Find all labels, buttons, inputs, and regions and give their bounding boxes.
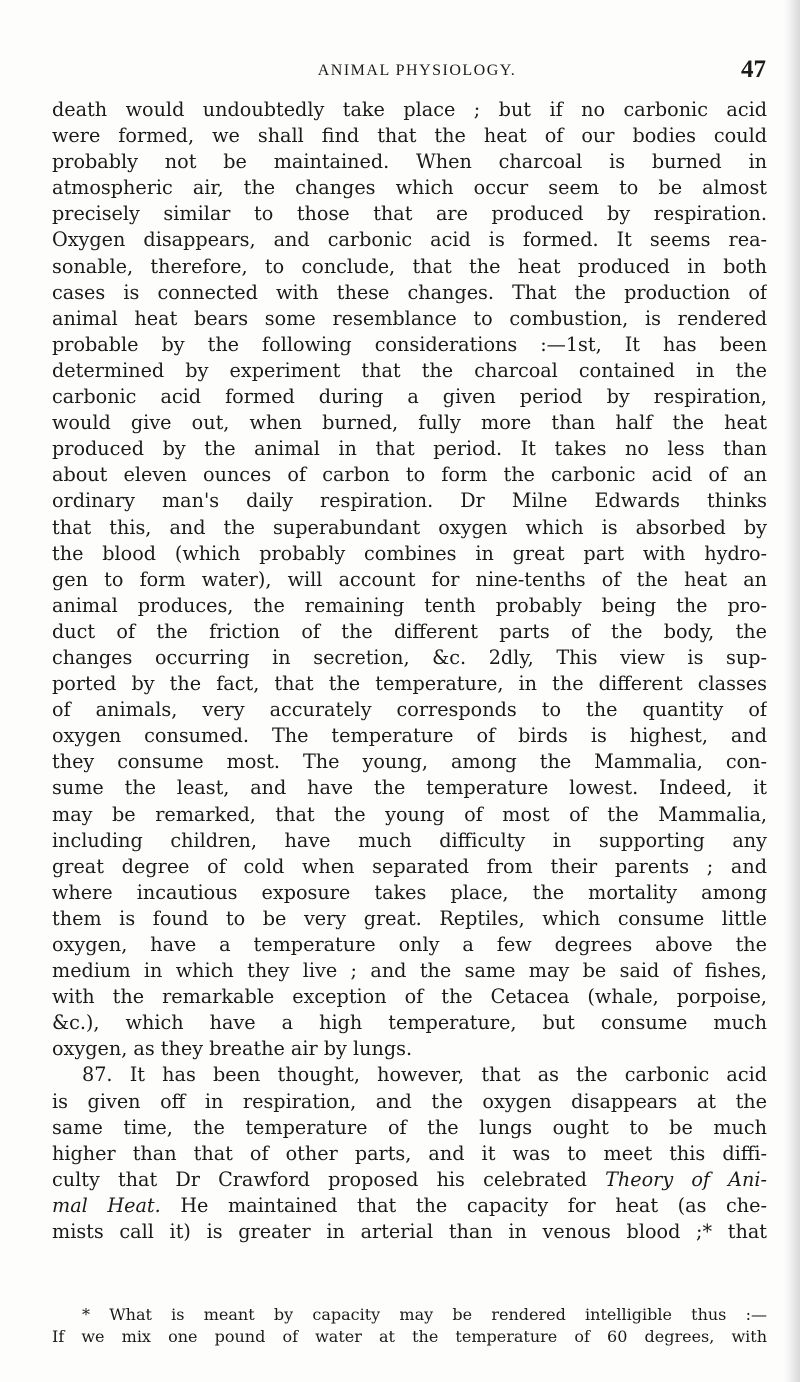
text-line: duct of the friction of the different parts of the body, the xyxy=(52,619,767,643)
text-line: higher than that of other parts, and it was to meet this diffi- xyxy=(52,1141,767,1165)
text-line: carbonic acid formed during a given period by respiration, xyxy=(52,385,767,409)
text-line: ported by the fact, that the temperature, in the different classes xyxy=(52,672,767,696)
footnote xyxy=(52,1304,767,1348)
italic-title: Theory of Ani- xyxy=(605,1167,767,1191)
running-head xyxy=(52,56,782,86)
running-title: ANIMAL PHYSIOLOGY. xyxy=(317,62,517,79)
text-line: Oxygen disappears, and carbonic acid is formed. It seems rea- xyxy=(52,228,767,252)
text-line: culty that Dr Crawford proposed his celebrated Theory of Ani- xyxy=(52,1167,767,1191)
text-line: medium in which they live ; and the same may be said of fishes, xyxy=(52,959,767,983)
text-line: probably not be maintained. When charcoal is burned in xyxy=(52,150,767,174)
text-line: may be remarked, that the young of most of the Mammalia, xyxy=(52,802,767,826)
text-line: about eleven ounces of carbon to form the carbonic acid of an xyxy=(52,463,767,487)
text-line: they consume most. The young, among the Mammalia, con- xyxy=(52,750,767,774)
body-text xyxy=(52,97,767,1245)
text-line: the blood (which probably combines in great part with hydro- xyxy=(52,541,767,565)
text-line: ordinary man's daily respiration. Dr Milne Edwards thinks xyxy=(52,489,767,513)
page-number: 47 xyxy=(741,56,766,83)
text-line: produced by the animal in that period. It takes no less than xyxy=(52,437,767,461)
footnote-line: * What is meant by capacity may be rendered intelligible thus :— xyxy=(82,1305,767,1324)
text-line: them is found to be very great. Reptiles, which consume little xyxy=(52,906,767,930)
text-line: sume the least, and have the temperature lowest. Indeed, it xyxy=(52,776,767,800)
text-line: is given off in respiration, and the oxygen disappears at the xyxy=(52,1089,767,1113)
paragraph-start-line: 87. It has been thought, however, that as the carbonic acid xyxy=(82,1063,767,1087)
footnote-line: If we mix one pound of water at the temperature of 60 degrees, with xyxy=(52,1327,767,1346)
text-line: would give out, when burned, fully more than half the heat xyxy=(52,411,767,435)
text-line: cases is connected with these changes. That the production of xyxy=(52,280,767,304)
text-line: animal produces, the remaining tenth probably being the pro- xyxy=(52,593,767,617)
text-line: mists call it) is greater in arterial than in venous blood ;* that xyxy=(52,1220,767,1244)
text-line: were formed, we shall find that the heat of our bodies could xyxy=(52,124,767,148)
text-line: &c.), which have a high temperature, but consume much xyxy=(52,1011,767,1035)
text-line: that this, and the superabundant oxygen which is absorbed by xyxy=(52,515,767,539)
text-line: death would undoubtedly take place ; but if no carbonic acid xyxy=(52,98,767,121)
text-line: mal Heat. He maintained that the capacity for heat (as che- xyxy=(52,1193,767,1217)
text-line: oxygen consumed. The temperature of birds is highest, and xyxy=(52,724,767,748)
text-line: precisely similar to those that are produced by respiration. xyxy=(52,202,767,226)
text-line: oxygen, have a temperature only a few degrees above the xyxy=(52,933,767,956)
text-line: sonable, therefore, to conclude, that the heat produced in both xyxy=(52,254,767,278)
text-line: gen to form water), will account for nine-tenths of the heat an xyxy=(52,567,767,591)
text-line: oxygen, as they breathe air by lungs. xyxy=(52,1037,413,1061)
text-line: including children, have much difficulty in supporting any xyxy=(52,828,767,852)
text-line: where incautious exposure takes place, the mortality among xyxy=(52,880,767,904)
text-line: probable by the following considerations :—1st, It has been xyxy=(52,332,767,356)
text-line: changes occurring in secretion, &c. 2dly, This view is sup- xyxy=(52,645,767,669)
italic-title: mal Heat. xyxy=(52,1193,161,1217)
text-line: same time, the temperature of the lungs ought to be much xyxy=(52,1115,767,1139)
text-line: with the remarkable exception of the Cetacea (whale, porpoise, xyxy=(52,985,767,1009)
text-line: atmospheric air, the changes which occur seem to be almost xyxy=(52,176,767,200)
text-line: determined by experiment that the charcoal contained in the xyxy=(52,358,767,382)
page-edge-shadow xyxy=(782,0,800,1382)
text-line: great degree of cold when separated from their parents ; and xyxy=(52,854,767,878)
text-line: animal heat bears some resemblance to combustion, is rendered xyxy=(52,306,767,330)
text-line: of animals, very accurately corresponds to the quantity of xyxy=(52,698,767,722)
